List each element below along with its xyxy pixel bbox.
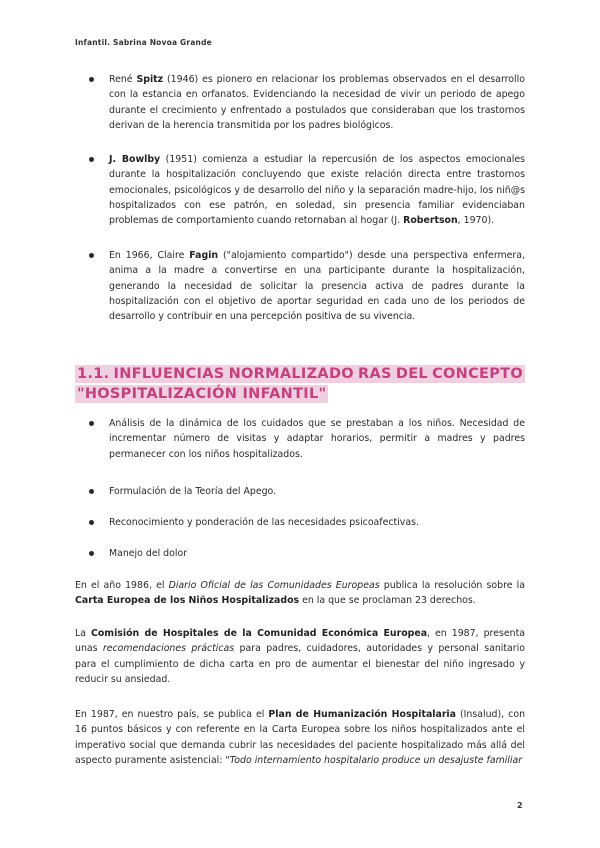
paragraph-comision bbox=[75, 626, 525, 687]
text: En el año 1986, el bbox=[75, 580, 169, 591]
page-number: 2 bbox=[517, 801, 523, 810]
bold-text: Carta Europea de los Niños Hospitalizados bbox=[75, 595, 300, 607]
bullet-bowlby bbox=[75, 152, 525, 228]
text: para padres, cuidadores, autoridades y personal sanitario para el cumplimiento de dicha carta en pro de aumentar el bienestar del niño ingresado y reducir su ansiedad. bbox=[75, 643, 525, 685]
text: Formulación de la Teoría del Apego. bbox=[109, 486, 277, 497]
bold-name: Fagin bbox=[189, 250, 219, 261]
text: (1951) comienza a estudiar la repercusión de los aspectos emocionales durante la hospitalización concluyendo que existe relación directa entre trastornos emocionales, psicológicos y de desarrollo del niño y la separación madre-hijo, los niñ@s hospitalizados con ese patrón, en soledad, sin presencia familiar evidenciaban problemas de comportamiento cuando retornaban al hogar (J. bbox=[109, 154, 525, 227]
bullet-dot bbox=[89, 551, 94, 556]
bullet-dot bbox=[89, 253, 94, 258]
running-header: Infantil. Sabrina Novoa Grande bbox=[75, 38, 212, 47]
text: publica la resolución sobre la bbox=[379, 580, 525, 591]
heading-word: CONCEPTO bbox=[432, 366, 523, 382]
bullet-fagin bbox=[75, 248, 525, 324]
bullet-spitz bbox=[75, 72, 525, 133]
bold-name: Robertson bbox=[403, 215, 458, 227]
text: ("alojamiento compartido") desde una perspectiva enfermera, anima a la madre a convertirse en una participante durante la hospitalización, generando la necesidad de solicitar la presencia activa de padres durante la hospitalización con el objetivo de aportar seguridad en cada uno de los periodos de desarrollo y contribuir en una percepción positiva de su vivencia. bbox=[109, 250, 525, 323]
text: , 1970). bbox=[457, 215, 495, 227]
text: en la que se proclaman 23 derechos. bbox=[299, 595, 476, 607]
text: (1946) es pionero en relacionar los problemas observados en el desarrollo con la estancia en orfanatos. Evidenciando la necesidad de vivir un periodo de apego durante el crecimiento y enfrentado a postulados que consideraban que los trastornos derivan de la herencia transmitida por los padres biológicos. bbox=[109, 74, 525, 131]
text: (Insalud), con 16 puntos básicos y con referente en la Carta Europea sobre los niños hospitalizados ante el imperativo social que demanda cubrir las necesidades del paciente hospitalizado más allá del aspecto puramente asistencial: bbox=[75, 709, 526, 766]
bullet-dot bbox=[89, 77, 94, 82]
bullet-dot bbox=[89, 157, 94, 162]
section-heading-line1 bbox=[75, 365, 525, 383]
heading-word: NORMALIZADO bbox=[228, 366, 354, 382]
bullet-dot bbox=[89, 489, 94, 494]
heading-word: RAS bbox=[358, 366, 392, 382]
bold-text: Plan de Humanización Hospitalaria bbox=[268, 709, 456, 720]
heading-word: INFLUENCIAS bbox=[113, 366, 225, 382]
section-number: 1.1. bbox=[77, 366, 110, 382]
italic-text: Diario Oficial de las Comunidades Europeas bbox=[168, 580, 380, 591]
text: , en 1987, presenta unas bbox=[75, 628, 525, 655]
bullet-influence bbox=[75, 515, 525, 530]
text: En 1987, en nuestro país, se publica el bbox=[75, 709, 269, 720]
italic-text: recomendaciones prácticas bbox=[102, 643, 235, 655]
bullet-dot bbox=[89, 520, 94, 525]
text: En 1966, Claire bbox=[109, 250, 190, 261]
bullet-influence bbox=[75, 484, 525, 499]
text: La bbox=[75, 628, 91, 639]
bold-name: Spitz bbox=[136, 74, 164, 85]
italic-text: "Todo internamiento hospitalario produce un desajuste familiar bbox=[225, 754, 523, 766]
paragraph-plan-humanizacion bbox=[75, 707, 525, 768]
bullet-influence bbox=[75, 546, 525, 561]
section-heading-line2: "HOSPITALIZACIÓN INFANTIL" bbox=[77, 386, 327, 402]
bold-name: J. Bowlby bbox=[109, 154, 161, 165]
text: Manejo del dolor bbox=[109, 548, 188, 559]
text: Reconocimiento y ponderación de las necesidades psicoafectivas. bbox=[109, 517, 419, 528]
paragraph-carta-europea bbox=[75, 578, 525, 609]
heading-word: DEL bbox=[395, 366, 428, 382]
text: René bbox=[109, 74, 137, 85]
bullet-influence bbox=[75, 416, 525, 462]
bold-text: Comisión de Hospitales de la Comunidad Económica Europea bbox=[90, 628, 428, 639]
text: Análisis de la dinámica de los cuidados que se prestaban a los niños. Necesidad de incrementar número de visitas y adaptar horarios, permitir a madres y padres permanecer con los niños hospitalizados. bbox=[109, 418, 525, 460]
bullet-dot bbox=[89, 421, 94, 426]
section-heading bbox=[75, 365, 525, 403]
